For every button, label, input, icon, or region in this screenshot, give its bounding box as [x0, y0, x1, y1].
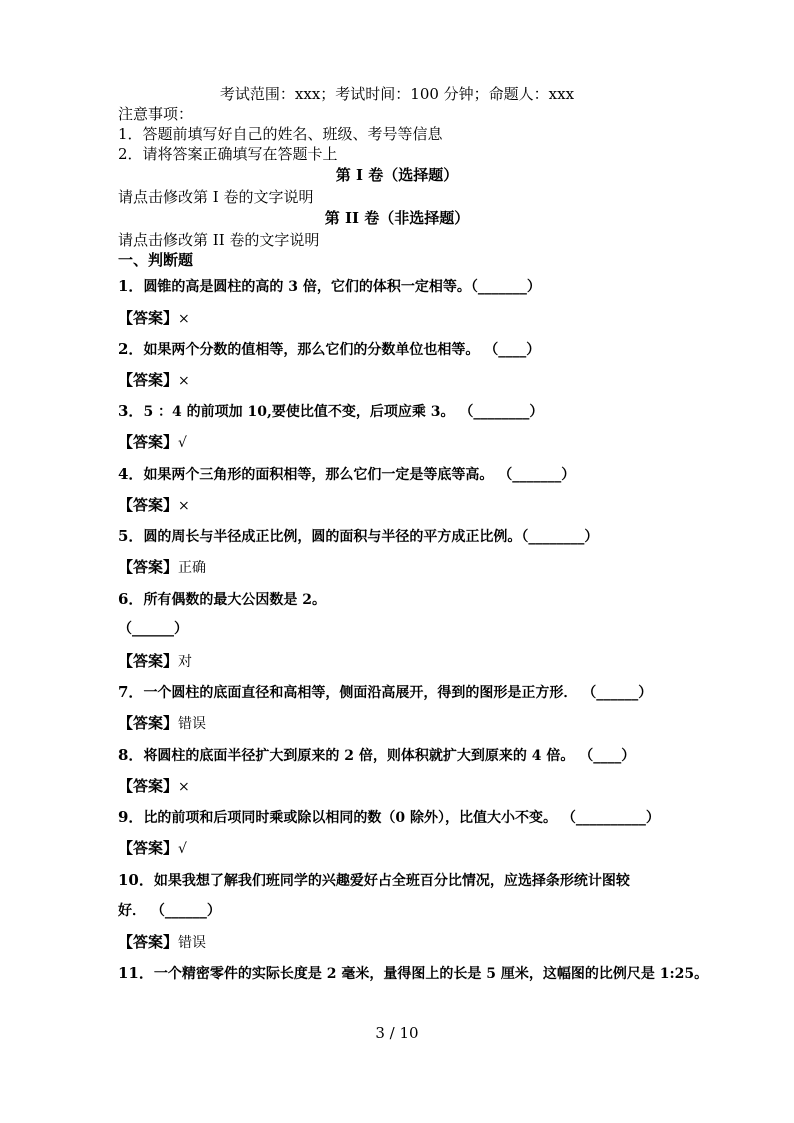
question-6-blank: （______） [118, 621, 188, 637]
question-number: 3． [118, 402, 144, 420]
question-number: 4． [118, 465, 144, 483]
question-text: 比的前项和后项同时乘或除以相同的数（0 除外），比值大小不变。 （__________） [143, 810, 660, 826]
answer-value: × [178, 779, 190, 795]
answer-value: 正确 [178, 560, 207, 576]
question-text: 圆锥的高是圆柱的高的 3 倍，它们的体积一定相等。（_______） [143, 279, 541, 295]
section-title: 一、判断题 [118, 251, 194, 269]
part2-desc: 请点击修改第 II 卷的文字说明 [118, 231, 320, 249]
question-text: 一个精密零件的实际长度是 2 毫米，量得图上的长是 5 厘米，这幅图的比例尺是 1:25。 [153, 966, 709, 982]
answer-3 [118, 431, 187, 454]
question-6 [118, 588, 326, 611]
question-number: 1． [118, 277, 144, 295]
question-7 [118, 681, 652, 704]
question-number: 9． [118, 808, 144, 826]
question-text: 5 ：4 的前项加 10,要使比值不变，后项应乘 3。 （________） [143, 404, 544, 420]
question-number: 7． [118, 683, 144, 701]
answer-10 [118, 931, 206, 954]
answer-tag: 【答案】 [118, 496, 179, 514]
question-10-cont: 好． （______） [118, 903, 221, 919]
question-11 [118, 962, 708, 985]
answer-tag: 【答案】 [118, 777, 179, 795]
question-number: 6． [118, 590, 144, 608]
answer-value: × [178, 373, 190, 389]
answer-5 [118, 556, 206, 579]
question-text: 所有偶数的最大公因数是 2。 [143, 592, 327, 608]
answer-tag: 【答案】 [118, 558, 179, 576]
answer-2 [118, 369, 190, 392]
answer-1 [118, 307, 190, 330]
question-text: 如果两个分数的值相等，那么它们的分数单位也相等。 （____） [143, 342, 541, 358]
answer-value: × [178, 311, 190, 327]
question-number: 5． [118, 527, 144, 545]
part1-title: 第 I 卷（选择题） [335, 166, 459, 184]
answer-6 [118, 650, 192, 673]
page-number: 3 / 10 [375, 1024, 419, 1042]
question-number: 2． [118, 340, 144, 358]
answer-tag: 【答案】 [118, 652, 179, 670]
answer-tag: 【答案】 [118, 309, 179, 327]
answer-9 [118, 837, 187, 860]
notice-item: 1．答题前填写好自己的姓名、班级、考号等信息 [118, 125, 443, 143]
question-number: 8． [118, 746, 144, 764]
question-2 [118, 338, 540, 361]
question-text: 将圆柱的底面半径扩大到原来的 2 倍，则体积就扩大到原来的 4 倍。 （____） [143, 748, 636, 764]
answer-value: 对 [178, 654, 193, 670]
question-number: 11． [118, 964, 154, 982]
question-9 [118, 806, 660, 829]
answer-value: 错误 [178, 716, 207, 732]
answer-value: 错误 [178, 935, 207, 951]
question-4 [118, 463, 575, 486]
part2-title: 第 II 卷（非选择题） [324, 209, 470, 227]
question-8 [118, 744, 635, 767]
answer-8 [118, 775, 190, 798]
answer-value: √ [178, 841, 187, 857]
answer-7 [118, 712, 206, 735]
question-text: 如果我想了解我们班同学的兴趣爱好占全班百分比情况，应选择条形统计图较 [153, 873, 630, 889]
notice-item: 2．请将答案正确填写在答题卡上 [118, 145, 338, 163]
question-text: 如果两个三角形的面积相等，那么它们一定是等底等高。 （_______） [143, 467, 576, 483]
answer-tag: 【答案】 [118, 371, 179, 389]
question-10 [118, 869, 630, 892]
answer-tag: 【答案】 [118, 714, 179, 732]
notice-title: 注意事项： [118, 105, 194, 123]
question-text: 一个圆柱的底面直径和高相等，侧面沿高展开，得到的图形是正方形． （______） [143, 685, 653, 701]
answer-value: × [178, 498, 190, 514]
answer-tag: 【答案】 [118, 433, 179, 451]
question-1 [118, 275, 541, 298]
question-number: 10． [118, 871, 154, 889]
question-3 [118, 400, 543, 423]
part1-desc: 请点击修改第 I 卷的文字说明 [118, 188, 314, 206]
answer-tag: 【答案】 [118, 839, 179, 857]
exam-info: 考试范围：xxx；考试时间：100 分钟；命题人：xxx [219, 85, 575, 103]
question-text: 圆的周长与半径成正比例，圆的面积与半径的平方成正比例。（________） [143, 529, 599, 545]
question-5 [118, 525, 598, 548]
answer-value: √ [178, 435, 187, 451]
answer-tag: 【答案】 [118, 933, 179, 951]
answer-4 [118, 494, 190, 517]
